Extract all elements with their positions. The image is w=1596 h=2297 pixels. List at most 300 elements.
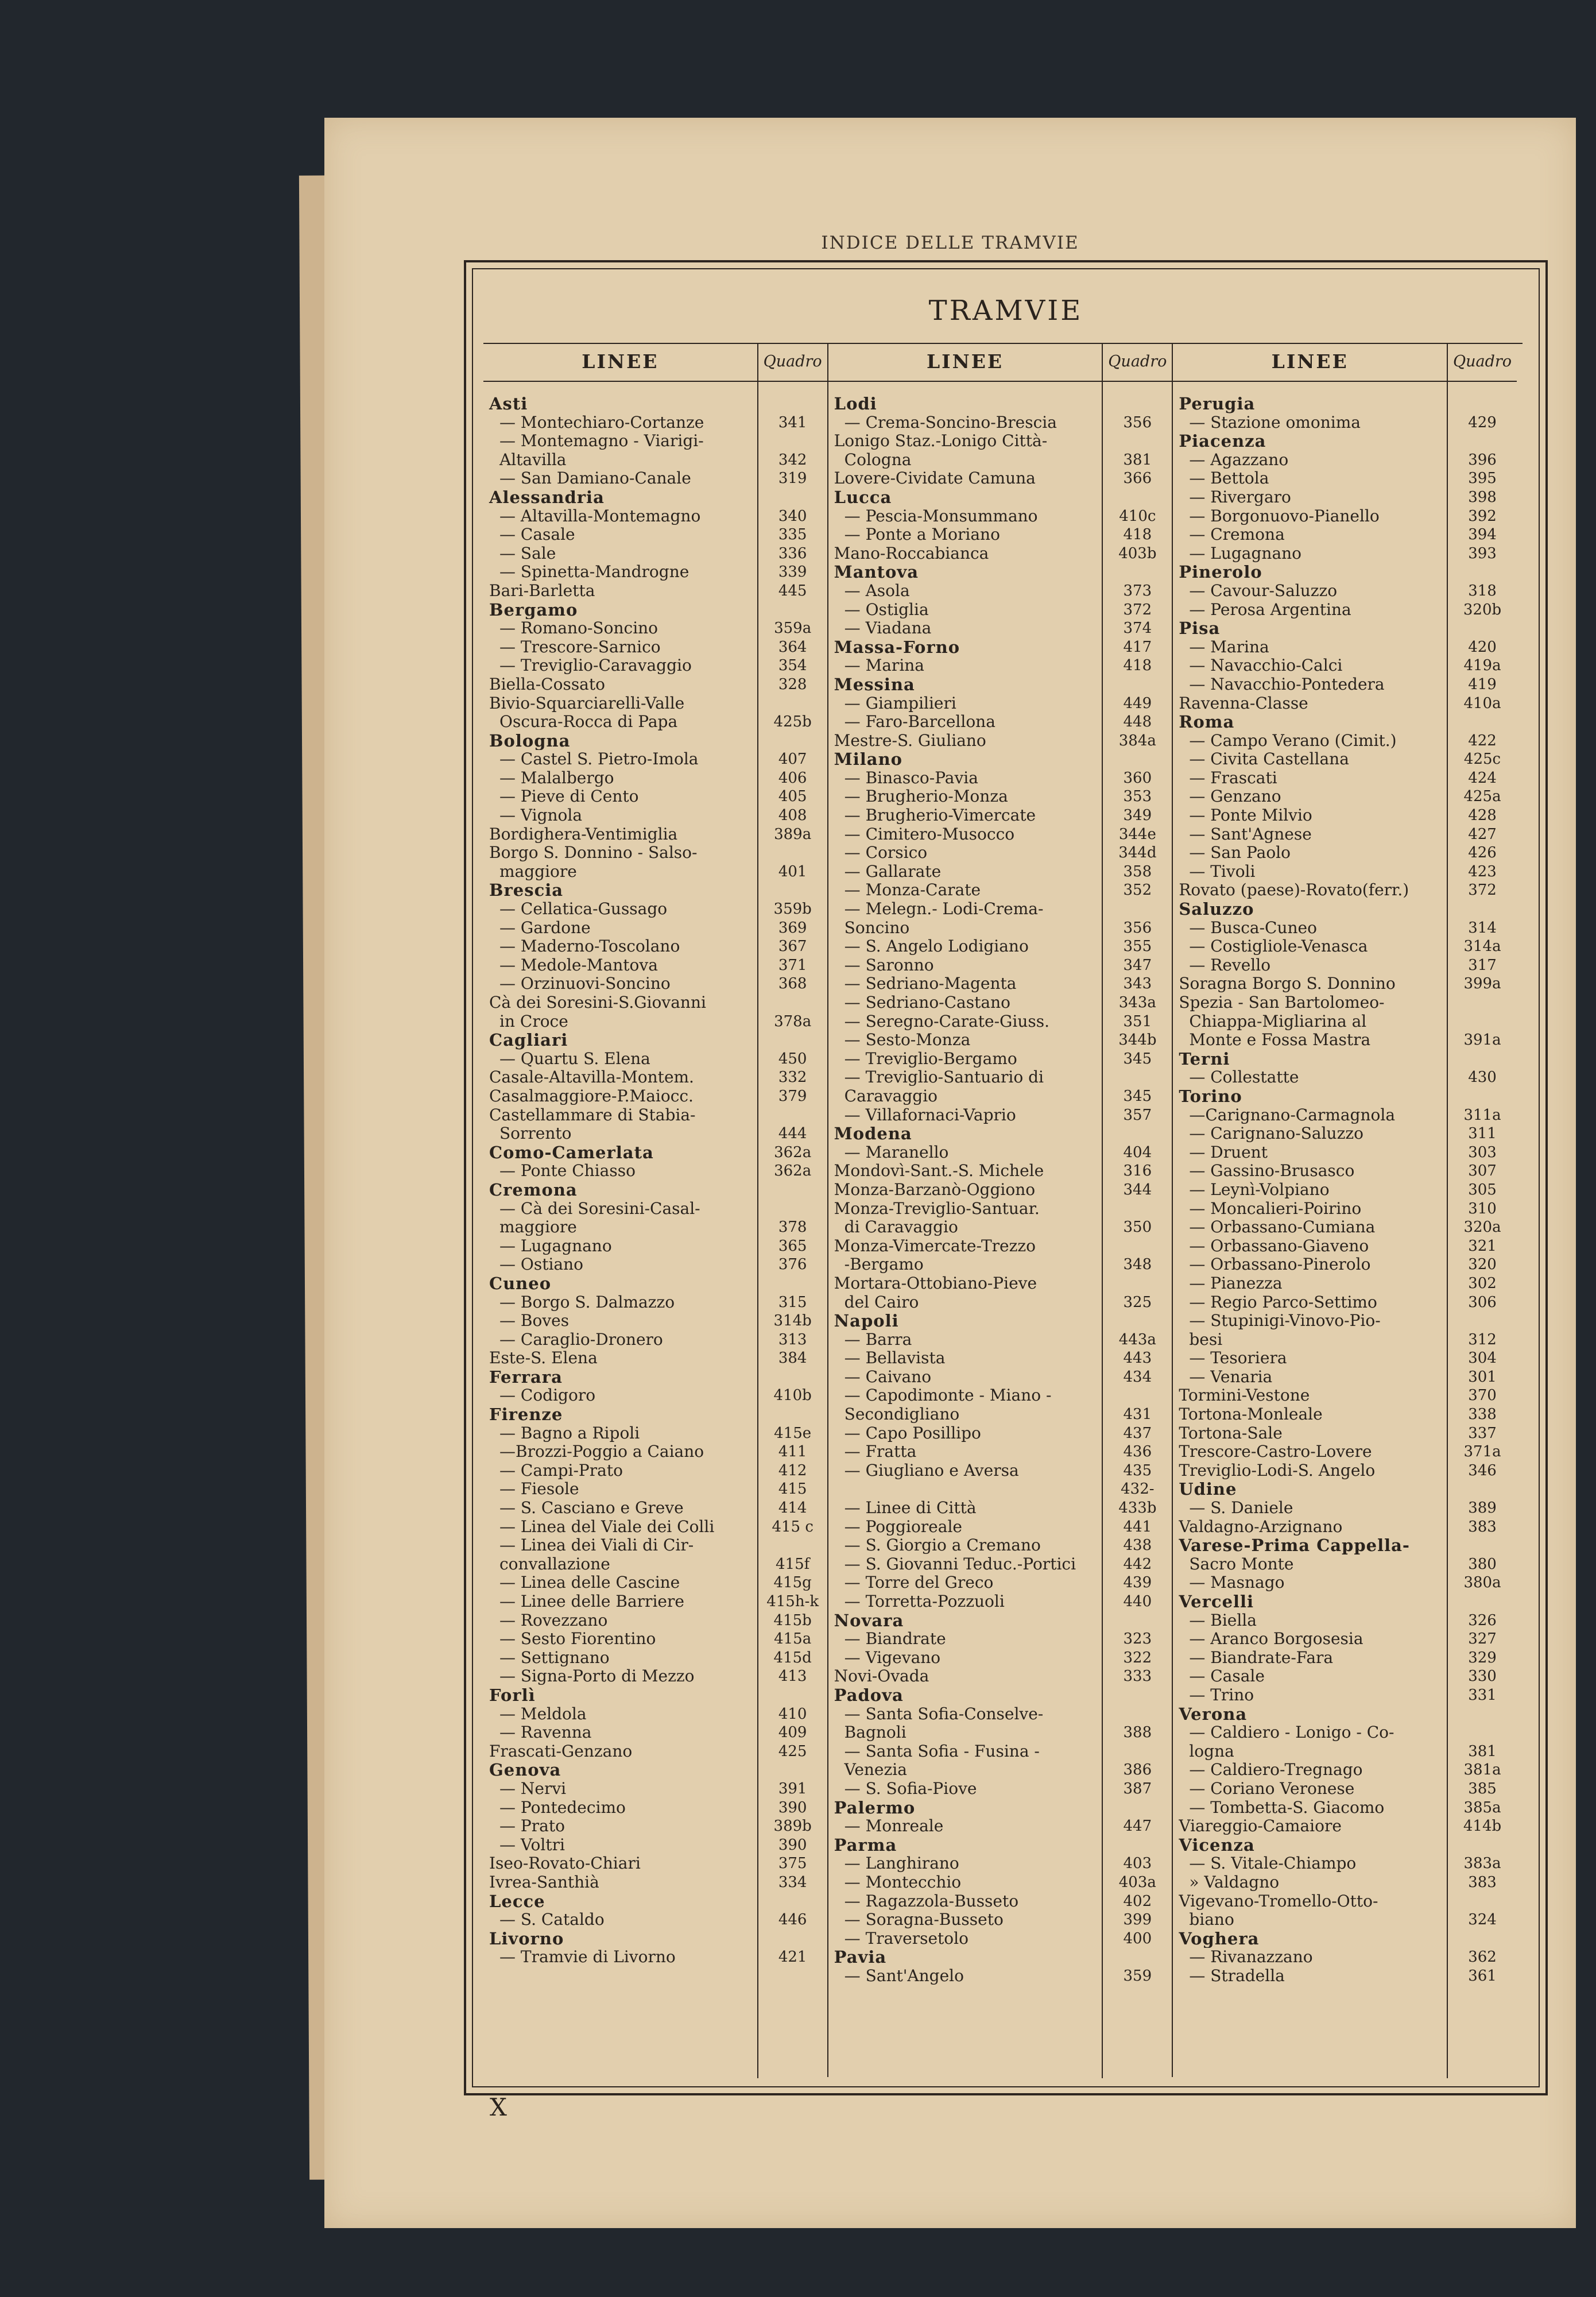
- line-name: — Regio Parco-Settimo: [1189, 1293, 1377, 1312]
- line-name: — Sedriano-Castano: [844, 993, 1010, 1012]
- line-name: Viareggio-Camaiore: [1179, 1817, 1342, 1836]
- quadro-number: 409: [778, 1724, 807, 1742]
- line-name: Castellammare di Stabia-: [489, 1105, 696, 1124]
- index-entry: [483, 1255, 827, 1274]
- line-name: Treviglio-Lodi-S. Angelo: [1179, 1461, 1376, 1480]
- line-name: — Sale: [499, 544, 556, 563]
- index-entry: [483, 900, 827, 919]
- line-name: — Melegn.- Lodi-Crema-: [844, 900, 1044, 919]
- quadro-number: 342: [778, 451, 807, 469]
- line-name: — Tramvie di Livorno: [499, 1948, 676, 1967]
- index-entry: [483, 1555, 827, 1574]
- line-name: Ravenna-Classe: [1179, 694, 1308, 713]
- index-entry: [1173, 1573, 1517, 1592]
- quadro-number: 365: [778, 1237, 807, 1255]
- line-name: — Linee delle Barriere: [499, 1592, 684, 1611]
- line-name: — Moncalieri-Poirino: [1189, 1199, 1362, 1218]
- line-name: Palermo: [834, 1798, 916, 1818]
- line-name: — Coriano Veronese: [1189, 1779, 1355, 1798]
- page-folio: X: [490, 2093, 507, 2121]
- line-name: Forlì: [489, 1685, 536, 1705]
- index-entry: [483, 1799, 827, 1818]
- quadro-number: 318: [1468, 582, 1497, 600]
- line-name: Lucca: [834, 488, 892, 507]
- city-heading-row: [828, 1312, 1172, 1331]
- quadro-number: 323: [1123, 1630, 1152, 1648]
- line-name: — Sesto-Monza: [844, 1031, 971, 1050]
- line-name: — Brugherio-Vimercate: [844, 806, 1036, 825]
- index-entry: [483, 1124, 827, 1143]
- quadro-number: 368: [778, 975, 807, 993]
- linee-header: LINEE: [1271, 350, 1349, 373]
- line-name: — Frascati: [1189, 768, 1277, 787]
- line-name: — Giugliano e Aversa: [844, 1461, 1019, 1480]
- quadro-number: 385a: [1463, 1799, 1501, 1816]
- quadro-number: 314a: [1463, 938, 1501, 956]
- index-entry: [1173, 1031, 1517, 1050]
- line-name: — S. Giovanni Teduc.-Portici: [844, 1554, 1076, 1573]
- index-entry: [483, 1499, 827, 1518]
- line-name: — Monza-Carate: [844, 881, 981, 900]
- quadro-number: 425b: [773, 713, 812, 731]
- line-name: — Gallarate: [844, 862, 942, 881]
- index-entry: [1173, 1331, 1517, 1349]
- index-entry: [1173, 1948, 1517, 1967]
- index-entry: [1173, 507, 1517, 526]
- index-entry: [1173, 844, 1517, 863]
- line-name: — Spinetta-Mandrogne: [499, 563, 689, 582]
- line-name: — Orbassano-Cumiana: [1189, 1218, 1376, 1237]
- quadro-number: 371: [778, 956, 807, 974]
- line-name: Brescia: [489, 881, 564, 900]
- index-entry: [828, 1573, 1172, 1592]
- index-entry: [1173, 1817, 1517, 1836]
- index-entry: [1173, 1255, 1517, 1274]
- line-name: — Druent: [1189, 1143, 1268, 1162]
- index-entry: [828, 1162, 1172, 1181]
- index-entry: [828, 806, 1172, 825]
- index-entry: [828, 1911, 1172, 1929]
- line-name: — Asola: [844, 581, 910, 600]
- quadro-number: 376: [778, 1256, 807, 1274]
- quadro-number: 403b: [1118, 544, 1157, 562]
- quadro-number: 403: [1123, 1855, 1152, 1873]
- line-name: — Ragazzola-Busseto: [844, 1892, 1019, 1911]
- line-name: — Biandrate: [844, 1630, 946, 1649]
- quadro-number: 435: [1123, 1461, 1152, 1479]
- quadro-number: 329: [1468, 1649, 1497, 1666]
- quadro-number: 406: [778, 769, 807, 787]
- quadro-number: 412: [778, 1461, 807, 1479]
- city-heading-row: [483, 1031, 827, 1050]
- line-name: — Trescore-Sarnico: [499, 637, 661, 656]
- index-entry: [828, 1780, 1172, 1799]
- line-name: Pavia: [834, 1948, 887, 1967]
- line-name: — Trino: [1189, 1685, 1254, 1704]
- quadro-number: 430: [1468, 1069, 1497, 1086]
- index-entry: [1173, 1499, 1517, 1518]
- index-entry: [828, 1368, 1172, 1387]
- index-entry: [1173, 1068, 1517, 1087]
- line-name: — Maderno-Toscolano: [499, 937, 680, 956]
- index-entry: [1173, 975, 1517, 993]
- quadro-number: 427: [1468, 825, 1497, 843]
- quadro-number: 381a: [1463, 1761, 1501, 1779]
- line-name: — Aranco Borgosesia: [1189, 1630, 1363, 1649]
- index-entry: [1173, 1667, 1517, 1686]
- quadro-number: 385: [1468, 1780, 1497, 1797]
- index-entry: [828, 1143, 1172, 1162]
- index-entry: [828, 1592, 1172, 1611]
- quadro-number: 391: [778, 1780, 807, 1797]
- index-entry: [1173, 1518, 1517, 1537]
- line-name: Padova: [834, 1685, 904, 1705]
- index-entry: [483, 1649, 827, 1668]
- document-page: [324, 118, 1576, 2228]
- index-entry: [1173, 1218, 1517, 1237]
- quadro-number: 425a: [1463, 788, 1501, 806]
- line-name: Trescore-Castro-Lovere: [1179, 1443, 1372, 1461]
- quadro-number: 415f: [776, 1555, 810, 1573]
- line-name: — Borgonuovo-Pianello: [1189, 506, 1380, 525]
- index-entry: [1173, 750, 1517, 769]
- city-heading-row: [828, 1948, 1172, 1967]
- city-heading-row: [483, 1274, 827, 1293]
- line-name: besi: [1189, 1330, 1223, 1349]
- line-name: Terni: [1179, 1049, 1230, 1069]
- line-name: Oscura-Rocca di Papa: [499, 713, 678, 732]
- quadro-number: 345: [1123, 1087, 1152, 1105]
- quadro-number: 351: [1123, 1012, 1152, 1030]
- index-entry: [828, 525, 1172, 544]
- index-entry: [828, 1892, 1172, 1911]
- index-entry: [1173, 1200, 1517, 1219]
- index-entry: [828, 1873, 1172, 1892]
- index-entry: [483, 1349, 827, 1368]
- quadro-number: 447: [1123, 1818, 1152, 1835]
- line-name: — Linea delle Cascine: [499, 1573, 680, 1592]
- quadro-number: 391a: [1463, 1031, 1501, 1049]
- line-name: Pinerolo: [1179, 563, 1262, 582]
- index-entry: [1173, 732, 1517, 751]
- line-name: convallazione: [499, 1554, 610, 1573]
- line-name: Ferrara: [489, 1367, 563, 1387]
- line-name: — Carignano-Saluzzo: [1189, 1124, 1363, 1143]
- city-heading-row: [483, 881, 827, 900]
- index-entry: [483, 1068, 827, 1087]
- index-entry: [1173, 1611, 1517, 1630]
- index-entry: [483, 413, 827, 432]
- line-name: — Navacchio-Calci: [1189, 656, 1343, 675]
- line-name: Rovato (paese)-Rovato(ferr.): [1179, 881, 1409, 900]
- quadro-number: 366: [1123, 470, 1152, 488]
- line-name: Mortara-Ottobiano-Pieve: [834, 1274, 1037, 1293]
- line-name: — Orbassano-Giaveno: [1189, 1236, 1369, 1255]
- line-name: Udine: [1179, 1480, 1237, 1499]
- quadro-header: Quadro: [757, 343, 827, 381]
- line-name: — Ostiglia: [844, 600, 929, 619]
- index-entry: [1173, 469, 1517, 488]
- index-column: [483, 343, 827, 2077]
- index-entry: [1173, 1181, 1517, 1200]
- line-name: — Rovezzano: [499, 1611, 608, 1630]
- index-entry: [828, 1012, 1172, 1031]
- index-entry: [828, 900, 1172, 919]
- line-name: — Brugherio-Monza: [844, 787, 1008, 806]
- index-entry: [483, 1911, 827, 1929]
- line-name: — S. Giorgio a Cremano: [844, 1536, 1041, 1555]
- line-name: — Collestatte: [1189, 1068, 1299, 1087]
- quadro-number: 322: [1123, 1649, 1152, 1666]
- line-name: — Fratta: [844, 1443, 917, 1461]
- index-entry: [483, 563, 827, 582]
- quadro-number: 411: [778, 1443, 807, 1461]
- quadro-number: 443a: [1118, 1331, 1156, 1348]
- line-name: Napoli: [834, 1312, 899, 1331]
- index-entry: [828, 993, 1172, 1012]
- line-name: Varese-Prima Cappella-: [1179, 1536, 1410, 1555]
- line-name: — S. Casciano e Greve: [499, 1499, 684, 1518]
- line-name: — Villafornaci-Vaprio: [844, 1105, 1016, 1124]
- quadro-number: 418: [1123, 657, 1152, 675]
- index-entry: [483, 956, 827, 975]
- index-entry: [828, 713, 1172, 732]
- line-name: Tormini-Vestone: [1179, 1386, 1310, 1405]
- index-entry: [1173, 656, 1517, 675]
- line-name: Cà dei Soresini-S.Giovanni: [489, 993, 706, 1012]
- index-entry: [483, 1443, 827, 1461]
- line-name: Monza-Treviglio-Santuar.: [834, 1199, 1040, 1218]
- line-name: Lonigo Staz.-Lonigo Città-: [834, 432, 1048, 451]
- index-entry: [483, 544, 827, 563]
- index-entry: [483, 1873, 827, 1892]
- line-name: Cremona: [489, 1180, 578, 1200]
- quadro-number: 343: [1123, 975, 1152, 993]
- index-entry: [1173, 1967, 1517, 1986]
- index-entry: [828, 1723, 1172, 1742]
- index-entry: [483, 769, 827, 788]
- index-entry: [828, 1443, 1172, 1461]
- line-name: — Altavilla-Montemagno: [499, 506, 701, 525]
- line-name: Venezia: [844, 1761, 907, 1780]
- index-entry: [1173, 1649, 1517, 1668]
- line-name: — Caraglio-Dronero: [499, 1330, 663, 1349]
- quadro-number: 359a: [774, 620, 812, 637]
- quadro-number: 393: [1468, 544, 1497, 562]
- quadro-number: 340: [778, 507, 807, 525]
- line-name: — Civita Castellana: [1189, 750, 1349, 769]
- line-name: — S. Angelo Lodigiano: [844, 937, 1029, 956]
- quadro-number: 373: [1123, 582, 1152, 600]
- quadro-number: 307: [1468, 1162, 1497, 1180]
- line-name: — Navacchio-Pontedera: [1189, 675, 1385, 694]
- line-name: — Tivoli: [1189, 862, 1256, 881]
- quadro-number: 422: [1468, 732, 1497, 749]
- index-entry: [1173, 638, 1517, 657]
- index-entry: [483, 656, 827, 675]
- index-entry: [483, 1293, 827, 1312]
- quadro-number: 352: [1123, 881, 1152, 899]
- index-entry: [1173, 1424, 1517, 1443]
- quadro-number: 314: [1468, 919, 1497, 937]
- index-entry: [483, 1106, 827, 1125]
- quadro-number: 374: [1123, 620, 1152, 637]
- quadro-number: 417: [1123, 638, 1152, 656]
- index-entry: [1173, 937, 1517, 956]
- line-name: — Pianezza: [1189, 1274, 1283, 1293]
- quadro-number: 402: [1123, 1892, 1152, 1910]
- line-name: Novi-Ovada: [834, 1667, 929, 1686]
- index-entry: [483, 1836, 827, 1855]
- index-entry: [828, 1237, 1172, 1256]
- index-entry: [483, 863, 827, 881]
- line-name: Borgo S. Donnino - Salso-: [489, 844, 698, 863]
- line-name: — Giampilieri: [844, 694, 956, 713]
- index-entry: [1173, 451, 1517, 470]
- line-name: — Campi-Prato: [499, 1461, 623, 1480]
- quadro-number: 324: [1468, 1911, 1497, 1929]
- line-name: — Linea dei Viali di Cir-: [499, 1536, 694, 1555]
- line-name: — Crema-Soncino-Brescia: [844, 413, 1057, 432]
- line-name: Como-Camerlata: [489, 1143, 654, 1162]
- quadro-number: 350: [1123, 1219, 1152, 1236]
- line-name: Monte e Fossa Mastra: [1189, 1031, 1371, 1050]
- index-entry: [1173, 525, 1517, 544]
- index-entry: [483, 750, 827, 769]
- index-entry: [828, 769, 1172, 788]
- index-entry: [828, 1536, 1172, 1555]
- line-name: Cuneo: [489, 1274, 552, 1293]
- line-name: — Vigevano: [844, 1648, 941, 1667]
- city-heading-row: [1173, 1050, 1517, 1069]
- quadro-number: 441: [1123, 1518, 1152, 1536]
- quadro-number: 304: [1468, 1349, 1497, 1367]
- line-name: — Caldiero-Tregnago: [1189, 1761, 1363, 1780]
- index-entry: [828, 1331, 1172, 1349]
- index-entry: [1173, 1012, 1517, 1031]
- page-title: TRAMVIE: [928, 295, 1083, 327]
- quadro-number: 320b: [1463, 601, 1502, 618]
- quadro-number: 358: [1123, 863, 1152, 880]
- line-name: — Orzinuovi-Soncino: [499, 975, 671, 993]
- line-name: — Torretta-Pozzuoli: [844, 1592, 1005, 1611]
- line-name: Lecce: [489, 1892, 545, 1911]
- line-name: — Tesoriera: [1189, 1349, 1287, 1368]
- line-name: Bordighera-Ventimiglia: [489, 825, 678, 844]
- quadro-number: 348: [1123, 1256, 1152, 1274]
- line-name: Saluzzo: [1179, 900, 1254, 919]
- entry-list: [483, 382, 827, 1967]
- index-entry: [483, 787, 827, 806]
- city-heading-row: [1173, 619, 1517, 638]
- city-heading-row: [483, 1143, 827, 1162]
- index-entry: [483, 1424, 827, 1443]
- line-name: Messina: [834, 675, 915, 694]
- line-name: maggiore: [499, 862, 577, 881]
- line-name: Ivrea-Santhià: [489, 1873, 599, 1892]
- line-name: — Maranello: [844, 1143, 949, 1162]
- line-name: — Borgo S. Dalmazzo: [499, 1293, 675, 1312]
- index-entry: [828, 432, 1172, 451]
- line-name: — Agazzano: [1189, 450, 1289, 469]
- quadro-number: 310: [1468, 1200, 1497, 1217]
- quadro-number: 354: [778, 657, 807, 675]
- quadro-number: 357: [1123, 1106, 1152, 1124]
- index-entry: [1173, 1368, 1517, 1387]
- quadro-number: 341: [778, 413, 807, 431]
- line-name: Livorno: [489, 1929, 564, 1948]
- quadro-number: 415g: [773, 1574, 812, 1592]
- index-entry: [483, 1667, 827, 1686]
- city-heading-row: [828, 750, 1172, 769]
- quadro-number: 325: [1123, 1293, 1152, 1311]
- quadro-number: 415a: [774, 1630, 812, 1648]
- index-entry: [828, 1106, 1172, 1125]
- quadro-number: 370: [1468, 1387, 1497, 1405]
- quadro-number: 337: [1468, 1424, 1497, 1442]
- quadro-number: 344b: [1118, 1031, 1157, 1049]
- city-heading-row: [483, 1405, 827, 1424]
- line-name: — Sant'Agnese: [1189, 825, 1312, 844]
- quadro-number: 305: [1468, 1181, 1497, 1198]
- city-heading-row: [483, 488, 827, 507]
- line-name: — S. Sofia-Piove: [844, 1779, 977, 1798]
- quadro-number: 444: [778, 1125, 807, 1143]
- city-heading-row: [483, 1686, 827, 1705]
- index-entry: [483, 1480, 827, 1499]
- line-name: — Leynì-Volpiano: [1189, 1180, 1330, 1199]
- index-entry: [483, 1817, 827, 1836]
- quadro-number: 410a: [1463, 694, 1501, 712]
- city-heading-row: [483, 732, 827, 751]
- index-frame: [464, 260, 1548, 2095]
- quadro-number: 333: [1123, 1668, 1152, 1685]
- line-name: del Cairo: [844, 1293, 919, 1312]
- linee-header: LINEE: [582, 350, 659, 373]
- index-entry: [828, 1424, 1172, 1443]
- line-name: — Vignola: [499, 806, 583, 825]
- index-entry: [828, 844, 1172, 863]
- index-entry: [1173, 1405, 1517, 1424]
- index-entry: [1173, 675, 1517, 694]
- quadro-number: 425: [778, 1742, 807, 1760]
- quadro-number: 405: [778, 788, 807, 806]
- line-name: Valdagno-Arzignano: [1179, 1517, 1343, 1536]
- line-name: — Tombetta-S. Giacomo: [1189, 1798, 1385, 1817]
- index-entry: [1173, 1274, 1517, 1293]
- index-entry: [1173, 1162, 1517, 1181]
- city-heading-row: [1173, 713, 1517, 732]
- quadro-number: 396: [1468, 451, 1497, 469]
- index-entry: [483, 525, 827, 544]
- quadro-number: 313: [778, 1331, 807, 1348]
- index-entry: [828, 1218, 1172, 1237]
- index-entry: [828, 451, 1172, 470]
- index-entry: [828, 919, 1172, 938]
- quadro-number: 344: [1123, 1181, 1152, 1198]
- index-entry: [828, 582, 1172, 601]
- city-heading-row: [483, 1181, 827, 1200]
- line-name: — Bettola: [1189, 469, 1269, 488]
- line-name: Bagnoli: [844, 1723, 907, 1742]
- index-entry: [828, 1293, 1172, 1312]
- line-name: — Quartu S. Elena: [499, 1049, 650, 1068]
- line-name: — Signa-Porto di Mezzo: [499, 1667, 695, 1686]
- line-name: — Bagno a Ripoli: [499, 1424, 640, 1443]
- quadro-number: 423: [1468, 863, 1497, 880]
- city-heading-row: [483, 1892, 827, 1911]
- line-name: di Caravaggio: [844, 1218, 958, 1237]
